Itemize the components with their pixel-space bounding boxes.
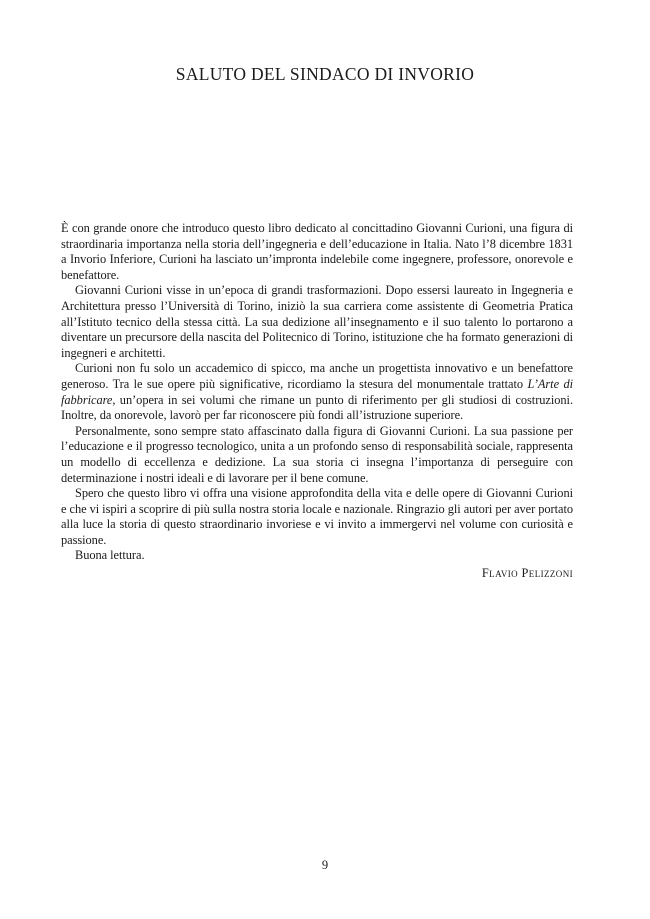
paragraph-3-text-after: , un’opera in sei volumi che rimane un punto di riferimento per gli studiosi di costruzioni. Inoltre, da onorevole, lavorò per far riconoscere più fondi all’istruzione superiore. [61,392,573,423]
paragraph-6: Buona lettura. [75,548,145,563]
page-number: 9 [321,858,329,872]
page-title: SALUTO DEL SINDACO DI INVORIO [175,64,475,84]
paragraph-5: Spero che questo libro vi offra una visione approfondita della vita e delle opere di Giovanni Curioni e che vi ispiri a scoprire di più sulla nostra storia locale e nazionale. Ringrazio gli autori per aver portato alla luce la storia di questo straordinario invoriese e vi invito a immergervi nel volume con curiosità e passione. [61,486,573,547]
paragraph-2: Giovanni Curioni visse in un’epoca di grandi trasformazioni. Dopo essersi laureato in Ingegneria e Architettura presso l’Università di Torino, iniziò la sua carriera come assistente di Geometria Pratica all’Istituto tecnico della stessa città. La sua dedizione all’insegnamento e il suo talento lo portarono a diventare un precursore della nascita del Politecnico di Torino, istituzione che ha formato generazioni di ingegneri e architetti. [61,283,573,360]
paragraph-4: Personalmente, sono sempre stato affascinato dalla figura di Giovanni Curioni. La sua passione per l’educazione e il progresso tecnologico, unita a un profondo senso di responsabilità sociale, rappresenta un modello di eccellenza e dedizione. La sua storia ci insegna l’importanza di perseguire con determinazione i nostri ideali e di lavorare per il bene comune. [61,423,573,485]
paragraph-3-text-before: Curioni non fu solo un accademico di spicco, ma anche un progettista innovativo e un benefattore generoso. Tra le sue opere più significative, ricordiamo la stesura del monumentale trattato [61,361,573,391]
paragraph-3 [61,361,573,423]
body-text [61,221,573,564]
paragraph-1: È con grande onore che introduco questo libro dedicato al concittadino Giovanni Curioni, una figura di straordinaria importanza nella storia dell’ingegneria e dell’educazione in Italia. Nato l’8 dicembre 1831 a Invorio Inferiore, Curioni ha lasciato un’impronta indelebile come ingegnere, professore, onorevole e benefattore. [61,221,573,282]
signature: Flavio Pelizzoni [481,566,573,580]
book-title-italic: L’Arte di fabbricare [61,376,573,407]
